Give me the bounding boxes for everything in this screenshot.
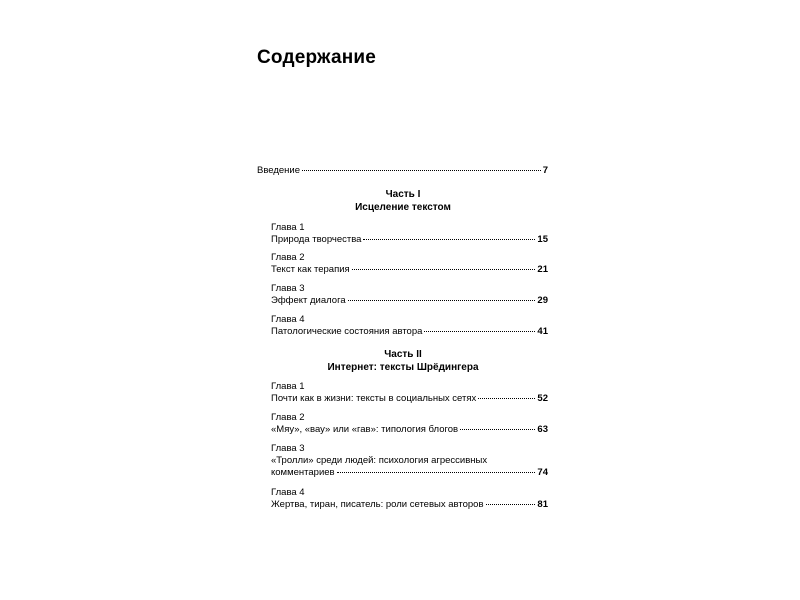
toc-entry[interactable] bbox=[271, 295, 548, 307]
page-title: Содержание bbox=[257, 47, 377, 68]
chapter-label: Глава 1 bbox=[271, 222, 305, 233]
toc-entry-label: комментариев bbox=[271, 467, 335, 478]
toc-leader-dots bbox=[478, 398, 535, 399]
part-1-name: Исцеление текстом bbox=[355, 202, 451, 213]
toc-entry-label: Почти как в жизни: тексты в социальных сетях bbox=[271, 393, 477, 404]
toc-entry-label: Введение bbox=[257, 165, 301, 176]
toc-entry-label: Эффект диалога bbox=[271, 295, 346, 306]
chapter-label: Глава 2 bbox=[271, 412, 305, 423]
chapter-label: Глава 4 bbox=[271, 487, 305, 498]
toc-page-number: 7 bbox=[542, 165, 548, 176]
toc-entry-label: «Мяу», «вау» или «гав»: типология блогов bbox=[271, 424, 459, 435]
toc-page-number: 15 bbox=[537, 234, 548, 245]
toc-entry-label: Природа творчества bbox=[271, 234, 362, 245]
part-2-number: Часть II bbox=[384, 349, 422, 360]
toc-leader-dots bbox=[486, 504, 536, 505]
toc-entry-intro[interactable] bbox=[257, 165, 548, 177]
chapter-label: Глава 4 bbox=[271, 314, 305, 325]
toc-leader-dots bbox=[337, 472, 536, 473]
toc-entry-label: Патологические состояния автора bbox=[271, 326, 423, 337]
toc-entry[interactable] bbox=[271, 393, 548, 405]
toc-entry[interactable] bbox=[271, 234, 548, 246]
chapter-label: Глава 2 bbox=[271, 252, 305, 263]
toc-leader-dots bbox=[460, 429, 535, 430]
part-2-name: Интернет: тексты Шрёдингера bbox=[327, 362, 479, 373]
toc-page-number: 81 bbox=[537, 499, 548, 510]
toc-entry[interactable] bbox=[271, 326, 548, 338]
toc-page-number: 74 bbox=[537, 467, 548, 478]
toc-page-number: 52 bbox=[537, 393, 548, 404]
toc-entry[interactable] bbox=[271, 424, 548, 436]
chapter-label: Глава 1 bbox=[271, 381, 305, 392]
toc-page-number: 41 bbox=[537, 326, 548, 337]
toc-leader-dots bbox=[352, 269, 536, 270]
toc-leader-dots bbox=[348, 300, 536, 301]
toc-entry[interactable] bbox=[271, 455, 548, 479]
toc-leader-dots bbox=[424, 331, 535, 332]
toc-page-number: 29 bbox=[537, 295, 548, 306]
toc-entry-label: Текст как терапия bbox=[271, 264, 350, 275]
part-1-number: Часть I bbox=[385, 189, 421, 200]
toc-entry-label: «Тролли» среди людей: психология агрессивных bbox=[271, 455, 488, 466]
toc-entry[interactable] bbox=[271, 499, 548, 511]
toc-leader-dots bbox=[363, 239, 535, 240]
toc-entry-label: Жертва, тиран, писатель: роли сетевых авторов bbox=[271, 499, 484, 510]
toc-entry[interactable] bbox=[271, 264, 548, 276]
toc-page-number: 21 bbox=[537, 264, 548, 275]
chapter-label: Глава 3 bbox=[271, 443, 305, 454]
toc-leader-dots bbox=[302, 170, 541, 171]
chapter-label: Глава 3 bbox=[271, 283, 305, 294]
toc-page-number: 63 bbox=[537, 424, 548, 435]
